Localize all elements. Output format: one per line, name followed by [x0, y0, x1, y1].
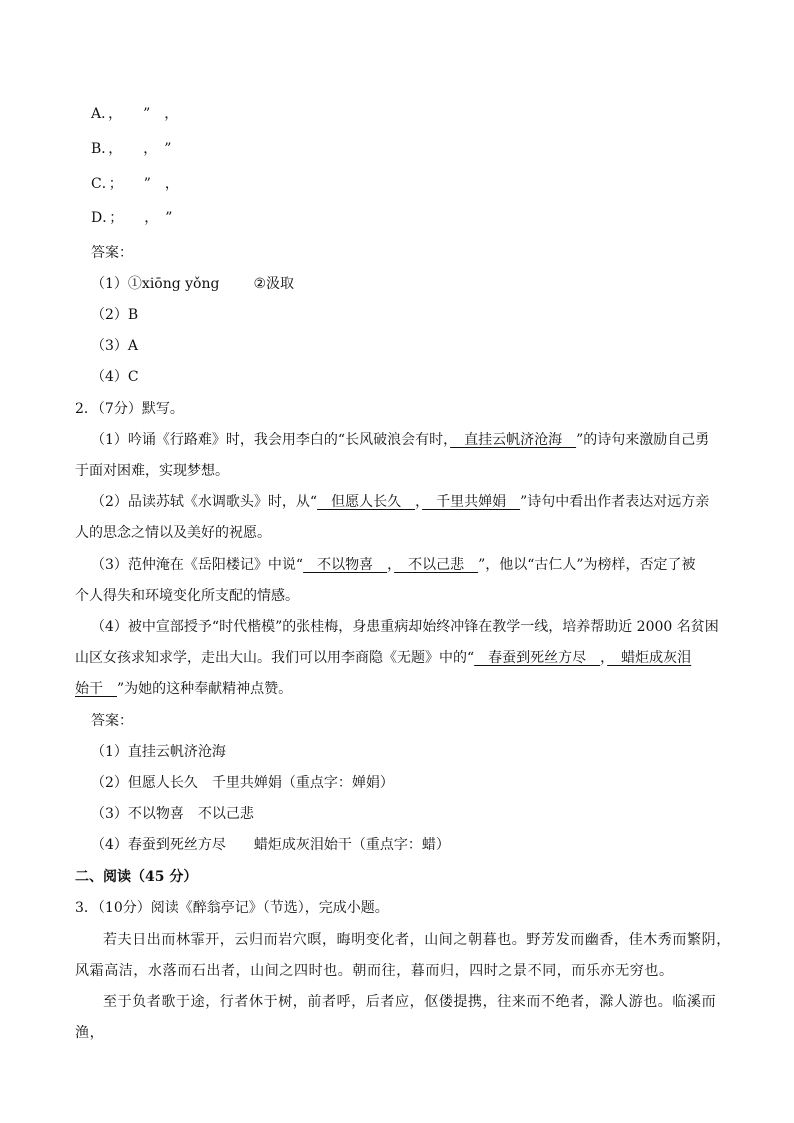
answer-label: 答案： [91, 245, 133, 261]
q2-item-2-comma: ， [415, 494, 423, 510]
q2-item-2-blank-2: 千里共婵娟 [422, 494, 521, 510]
answer-2-4: （4）春蚕到死丝方尽 蜡炬成灰泪始干（重点字：蜡） [91, 837, 450, 853]
answer-2-3: （3）不以物喜 不以己悲 [91, 806, 254, 822]
option-a: A．， ” ， [91, 106, 179, 122]
answer-4: （4）C [91, 369, 139, 385]
answer-3: （3）A [91, 338, 139, 354]
passage-paragraph-1: 若夫日出而林霏开，云归而岩穴暝，晦明变化者，山间之朝暮也。野芳发而幽香，佳木秀而繁阴，风霜高洁，水落而石出者，山间之四时也。朝而往，暮而归，四时之景不同，而乐亦无穷也。 [75, 932, 731, 979]
question-2-heading: 2．（7分）默写。 [75, 401, 184, 417]
answer-1-prefix: （1） [91, 276, 128, 292]
question-3-heading: 3．（10分）阅读《醉翁亭记》（节选），完成小题。 [75, 900, 389, 916]
answer-2-1: （1）直挂云帆济沧海 [91, 744, 226, 760]
section-title: 二、阅读（45 分） [75, 869, 198, 885]
q2-item-1-blank: 直挂云帆济沧海 [450, 432, 577, 448]
q2-item-1-cont: 于面对困难，实现梦想。 [75, 463, 229, 479]
q2-item-3-cont: 个人得失和环境变化所支配的情感。 [75, 588, 299, 604]
q2-item-1-tail: ”的诗句来激励自己勇 [576, 432, 710, 448]
answer-2: （2）B [91, 307, 139, 323]
passage-paragraph-2: 至于负者歌于途，行者休于树，前者呼，后者应，伛偻提携，往来而不绝者，滁人游也。临溪而渔， [75, 994, 717, 1041]
q2-item-4-blank-2: 蜡炬成灰泪 [607, 650, 692, 666]
q2-item-2-cont: 人的思念之情以及美好的祝愿。 [75, 525, 271, 541]
answer-2-2: （2）但愿人长久 千里共婵娟（重点字：婵娟） [91, 775, 394, 791]
answer-2-label: 答案： [91, 713, 133, 729]
q2-item-4: （4）被中宣部授予“时代楷模”的张桂梅，身患重病却始终冲锋在教学一线，培养帮助近 2000 名贫困 [91, 619, 719, 635]
q2-item-3-blank-2: 不以己悲 [394, 557, 479, 573]
q2-item-2 [91, 492, 709, 512]
answer-1-pinyin: ①xiōng yǒng [127, 276, 220, 292]
option-c: C．； ” ， [91, 176, 179, 192]
q2-item-3 [91, 555, 696, 575]
q2-item-3-comma: ， [387, 557, 395, 573]
q2-item-3-tail: ”，他以“古仁人”为榜样，否定了被 [478, 557, 696, 573]
q2-item-2-tail: ”诗句中看出作者表达对远方亲 [520, 494, 710, 510]
q2-item-3-blank-1: 不以物喜 [303, 557, 388, 573]
q2-item-1-text: （1）吟诵《行路难》时，我会用李白的“长风破浪会有时， [91, 432, 451, 448]
option-b: B．， ， ” [91, 141, 172, 157]
answer-1 [91, 274, 294, 294]
option-d: D．； ， ” [91, 210, 173, 226]
q2-item-4-comma: ， [600, 650, 608, 666]
q2-item-4-blank-2-cont: 始干 [75, 681, 117, 697]
q2-item-2-blank-1: 但愿人长久 [317, 494, 416, 510]
answer-1-word: ②汲取 [253, 276, 295, 292]
q2-item-4-line-3 [75, 679, 292, 699]
q2-item-2-text: （2）品读苏轼《水调歌头》时，从“ [91, 494, 318, 510]
q2-item-1 [91, 430, 709, 450]
q2-item-4-blank-1: 春蚕到死丝方尽 [474, 650, 601, 666]
q2-item-4-tail: ”为她的这种奉献精神点赞。 [117, 681, 293, 697]
q2-item-4-text: 山区女孩求知求学，走出大山。我们可以用李商隐《无题》中的“ [75, 650, 475, 666]
q2-item-3-text: （3）范仲淹在《岳阳楼记》中说“ [91, 557, 304, 573]
q2-item-4-line-2 [75, 648, 691, 668]
